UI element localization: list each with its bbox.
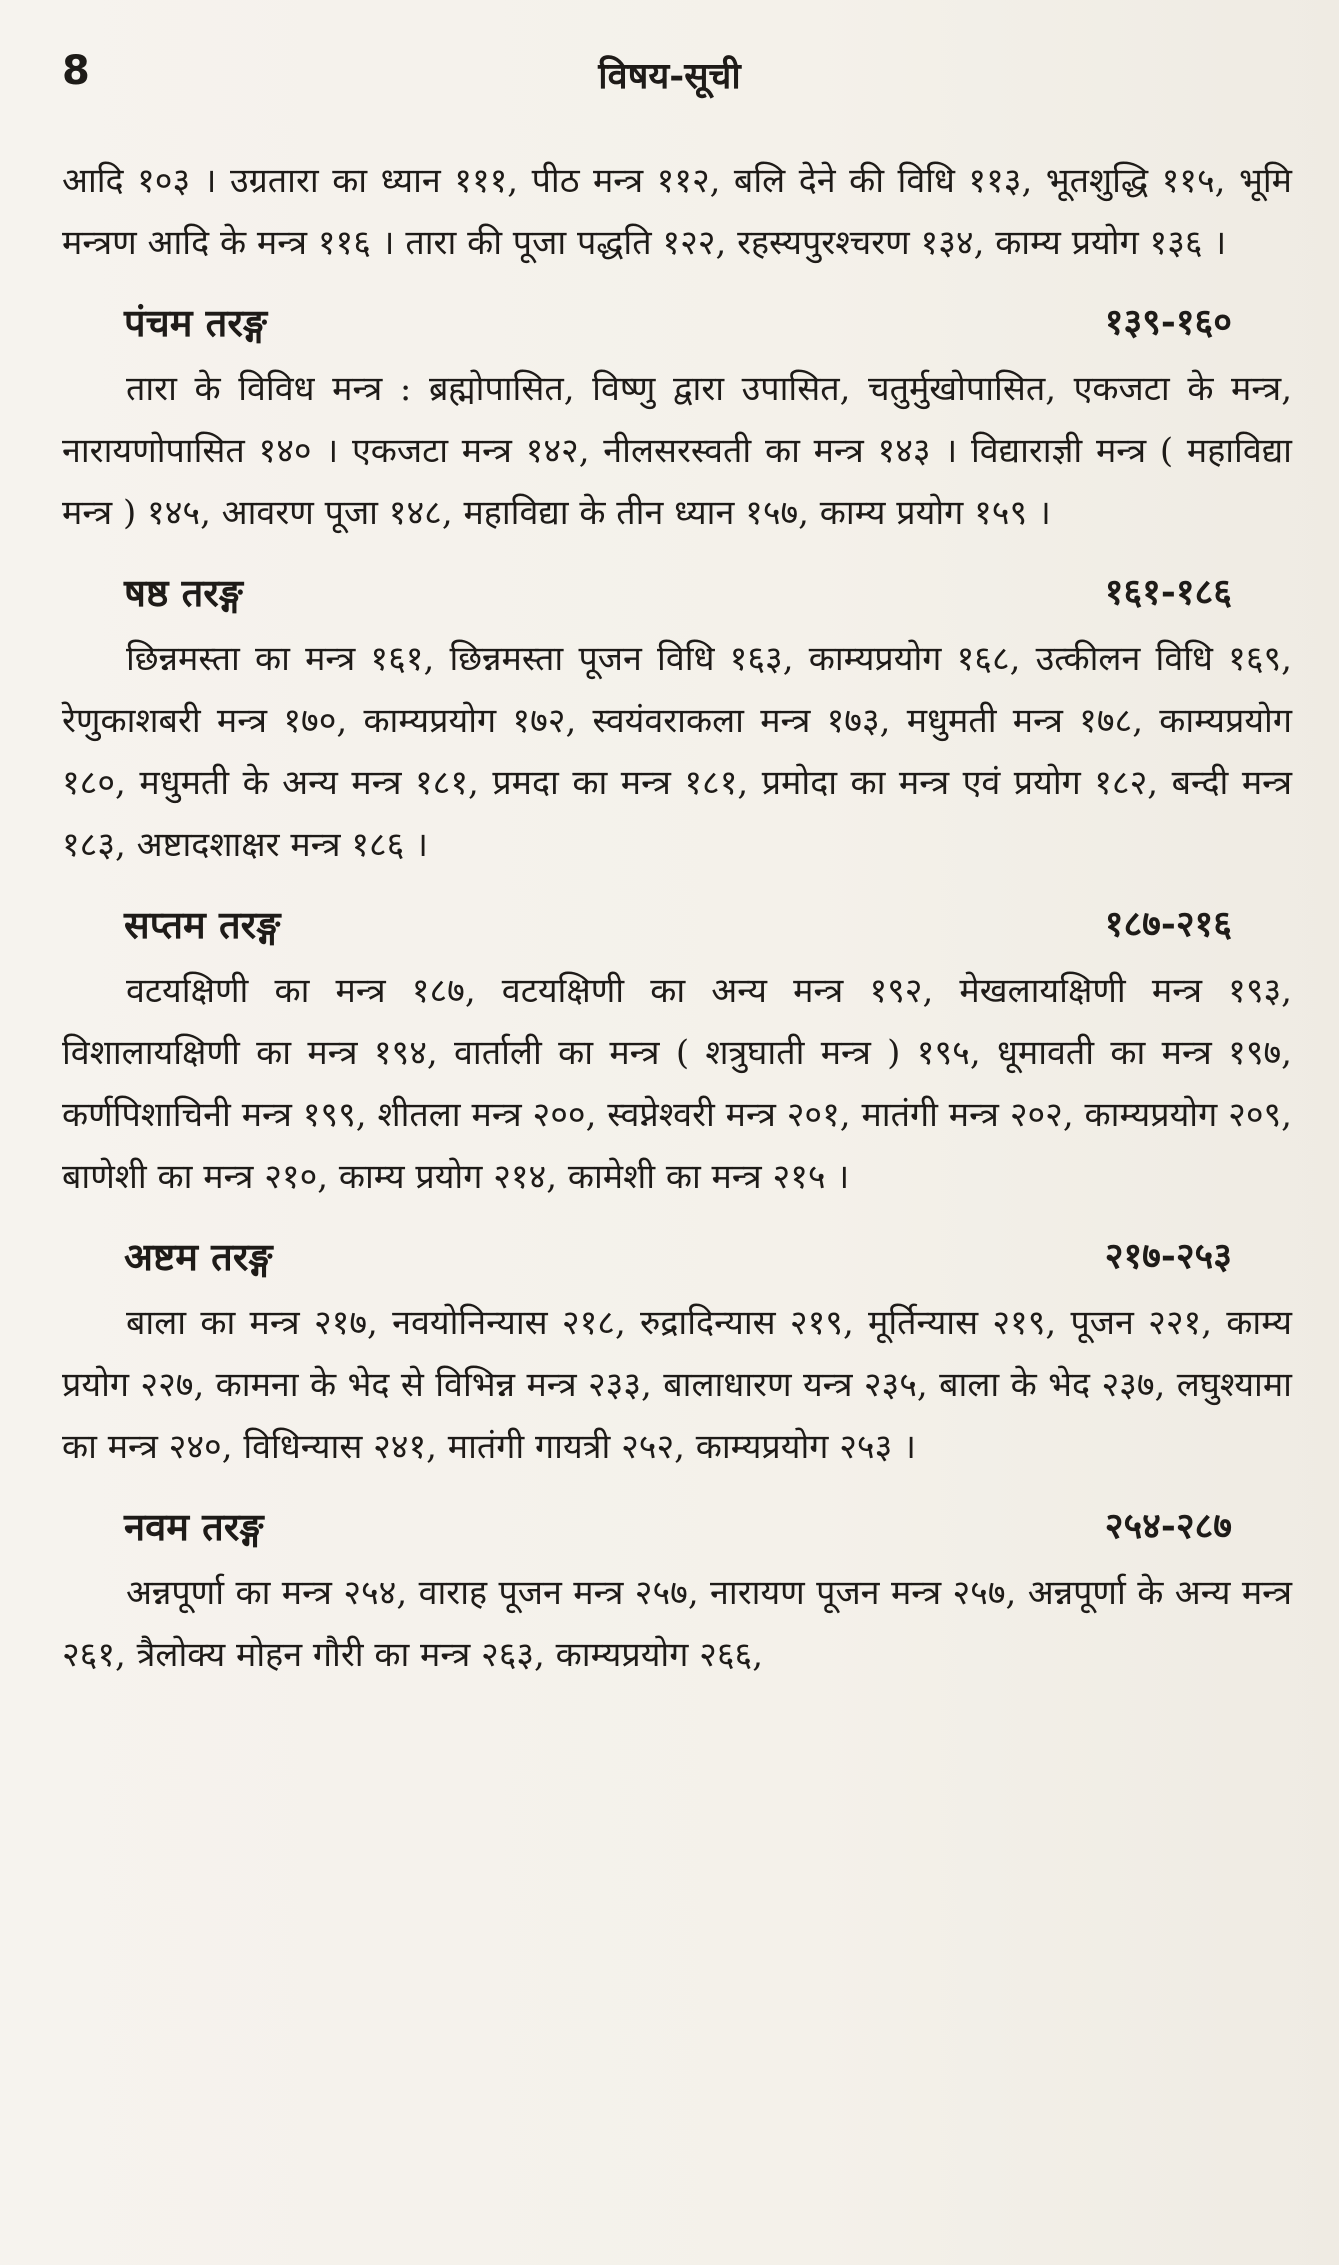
section-page-range: २१७-२५३ <box>1104 1235 1232 1277</box>
section-entries: अन्नपूर्णा का मन्त्र २५४, वाराह पूजन मन्त्र २५७, नारायण पूजन मन्त्र २५७, अन्नपूर्णा के अन्य मन्त्र २६१, त्रैलोक्य मोहन गौरी का मन्त्र २६३, काम्यप्रयोग २६६, <box>62 1573 1292 1675</box>
section-heading-8 <box>62 1222 1292 1292</box>
page-header <box>0 48 1339 108</box>
section-entries: वटयक्षिणी का मन्त्र १८७, वटयक्षिणी का अन्य मन्त्र १९२, मेखलायक्षिणी मन्त्र १९३, विशालायक्षिणी का मन्त्र १९४, वार्ताली का मन्त्र ( शत्रुघाती मन्त्र ) १९५, धूमावती का मन्त्र १९७, कर्णपिशाचिनी मन्त्र १९९, शीतला मन्त्र २००, स्वप्नेश्वरी मन्त्र २०१, मातंगी मन्त्र २०२, काम्यप्रयोग २०९, बाणेशी का मन्त्र २१०, काम्य प्रयोग २१४, कामेशी का मन्त्र २१५ । <box>62 971 1292 1197</box>
section-entries: बाला का मन्त्र २१७, नवयोनिन्यास २१८, रुद्रादिन्यास २१९, मूर्तिन्यास २१९, पूजन २२१, काम्य प्रयोग २२७, कामना के भेद से विभिन्न मन्त्र २३३, बालाधारण यन्त्र २३५, बाला के भेद २३७, लघुश्यामा का मन्त्र २४०, विधिन्यास २४१, मातंगी गायत्री २५२, काम्यप्रयोग २५३ । <box>62 1303 1292 1467</box>
section-entries: तारा के विविध मन्त्र : ब्रह्मोपासित, विष्णु द्वारा उपासित, चतुर्मुखोपासित, एकजटा के मन्त्र, नारायणोपासित १४० । एकजटा मन्त्र १४२, नीलसरस्वती का मन्त्र १४३ । विद्याराज्ञी मन्त्र ( महाविद्या मन्त्र ) १४५, आवरण पूजा १४८, महाविद्या के तीन ध्यान १५७, काम्य प्रयोग १५९ । <box>62 369 1292 533</box>
section-title: सप्तम तरङ्ग <box>124 902 281 947</box>
page-number: 8 <box>62 48 90 94</box>
section-page-range: २५४-२८७ <box>1104 1505 1232 1547</box>
section-heading-6 <box>62 558 1292 628</box>
section-title: नवम तरङ्ग <box>124 1504 264 1549</box>
section-page-range: १३९-१६० <box>1104 301 1232 343</box>
section-entries: छिन्नमस्ता का मन्त्र १६१, छिन्नमस्ता पूजन विधि १६३, काम्यप्रयोग १६८, उत्कीलन विधि १६९, रेणुकाशबरी मन्त्र १७०, काम्यप्रयोग १७२, स्वयंवराकला मन्त्र १७३, मधुमती मन्त्र १७८, काम्यप्रयोग १८०, मधुमती के अन्य मन्त्र १८१, प्रमदा का मन्त्र १८१, प्रमोदा का मन्त्र एवं प्रयोग १८२, बन्दी मन्त्र १८३, अष्टादशाक्षर मन्त्र १८६ । <box>62 639 1292 865</box>
running-title: विषय-सूची <box>598 55 741 97</box>
intro-paragraph: आदि १०३ । उग्रतारा का ध्यान १११, पीठ मन्त्र ११२, बलि देने की विधि ११३, भूतशुद्धि ११५, भूमि मन्त्रण आदि के मन्त्र ११६ । तारा की पूजा पद्धति १२२, रहस्यपुरश्चरण १३४, काम्य प्रयोग १३६ । <box>62 161 1292 263</box>
contents-body <box>62 150 1292 1686</box>
section-title: पंचम तरङ्ग <box>124 300 267 345</box>
section-page-range: १८७-२१६ <box>1104 903 1232 945</box>
section-title: षष्ठ तरङ्ग <box>124 570 243 615</box>
section-heading-5 <box>62 288 1292 358</box>
section-page-range: १६१-१८६ <box>1104 571 1232 613</box>
section-title: अष्टम तरङ्ग <box>124 1234 273 1279</box>
section-heading-7 <box>62 890 1292 960</box>
section-heading-9 <box>62 1492 1292 1562</box>
